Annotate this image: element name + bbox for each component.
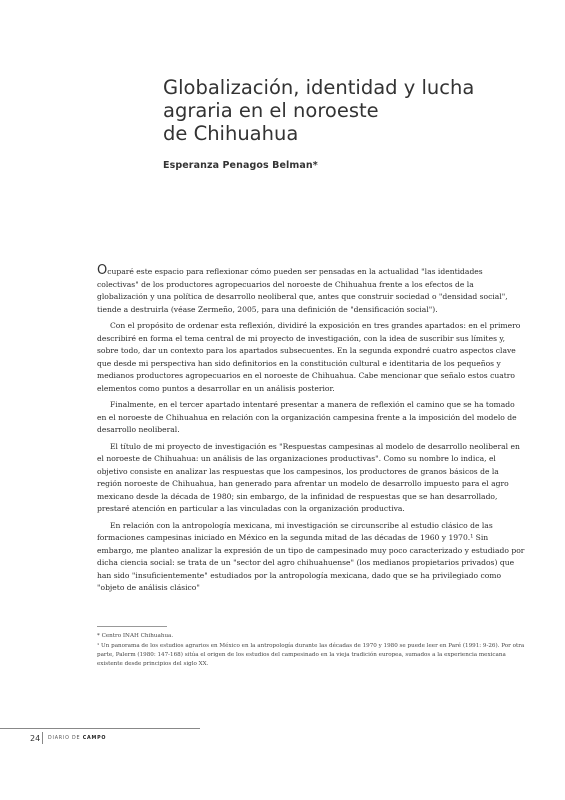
journal-title: CAMPO — [82, 736, 107, 741]
paragraph-2: Con el propósito de ordenar esta reflexión, dividiré la exposición en tres grandes apartados: en el primero describiré en forma el tema central de mi proyecto de investigación, con la idea de suscribir sus límites y, sobre todo, dar un contexto para los apartados subsecuentes. En la segunda expondré cuatro aspectos clave que desde mi perspectiva han sido definitorios en la constitución cultural e identitaria de los pequeños y medianos productores agropecuarios en el noroeste de Chihuahua. Cabe mencionar que señalo estos cuatro elementos como puntos a desarrollar en un análisis posterior. — [97, 321, 521, 393]
footnote-author-affiliation: * Centro INAH Chihuahua. — [97, 633, 174, 639]
footnotes — [97, 632, 525, 670]
drop-cap: O — [97, 263, 108, 278]
paragraph-5: En relación con la antropología mexicana, mi investigación se circunscribe al estudio clásico de las formaciones campesinas iniciado en México en la segunda mitad de las décadas de 1960 y 1970.¹ Sin embargo, me planteo analizar la expresión de un tipo de campesinado muy poco caracterizado y estudiado por dicha ciencia social: se trata de un "sector del agro chihuahuense" (los medianos propietarios privados) que han sido "insuficientemente" estudiados por la antropología mexicana, dado que se ha privilegiado como "objeto de análisis clásico" — [97, 520, 525, 592]
title-line-1: Globalización, identidad y lucha — [163, 76, 475, 99]
paragraph-1-text: cuparé este espacio para reflexionar cómo pueden ser pensadas en la actualidad "las identidades colectivas" de los productores agropecuarios del noroeste de Chihuahua frente a los efectos de la globalización y una política de desarrollo neoliberal que, antes que construir sociedad o "densidad social", tiende a destruirla (véase Zermeño, 2005, para una definición de "densificación social"). — [97, 267, 508, 314]
footnote-1: ¹ Un panorama de los estudios agrarios en México en la antropología durante las décadas de 1970 y 1980 se puede leer en Paré (1991: 9-26). Por otra parte, Palerm (1980: 147-168) sitúa el origen de los estudios del campesinado en la vieja tradición europea, sumados a la experiencia mexicana existente desde principios del siglo XX. — [97, 643, 525, 667]
paragraph-4: El título de mi proyecto de investigación es "Respuestas campesinas al modelo de desarrollo neoliberal en el noroeste de Chihuahua: un análisis de las organizaciones productivas". Como su nombre lo indica, el objetivo consiste en analizar las respuestas que los campesinos, los productores de granos básicos de la región noroeste de Chihuahua, han generado para afrentar un modelo de desarrollo impuesto para el agro mexicano desde la década de 1980; sin embargo, de la infinidad de respuestas que se han desarrollado, prestaré atención en particular a las vinculadas con la organización productiva. — [97, 441, 520, 513]
paragraph-3: Finalmente, en el tercer apartado intentaré presentar a manera de reflexión el camino que se ha tomado en el noroeste de Chihuahua en relación con la organización campesina frente a la imposición del modelo de desarrollo neoliberal. — [97, 400, 517, 434]
footnote-divider — [97, 626, 167, 627]
article-title — [163, 76, 523, 145]
footer-rule — [0, 728, 200, 729]
paragraph-1 — [97, 263, 525, 316]
page-number: 24 — [30, 734, 41, 743]
footer-divider — [42, 732, 43, 744]
journal-prefix: DIARIO DE — [48, 736, 81, 741]
journal-name — [48, 736, 106, 741]
author-name: Esperanza Penagos Belman* — [163, 160, 318, 171]
article-body — [97, 263, 525, 599]
title-line-3: de Chihuahua — [163, 122, 299, 145]
title-line-2: agraria en el noroeste — [163, 99, 379, 122]
